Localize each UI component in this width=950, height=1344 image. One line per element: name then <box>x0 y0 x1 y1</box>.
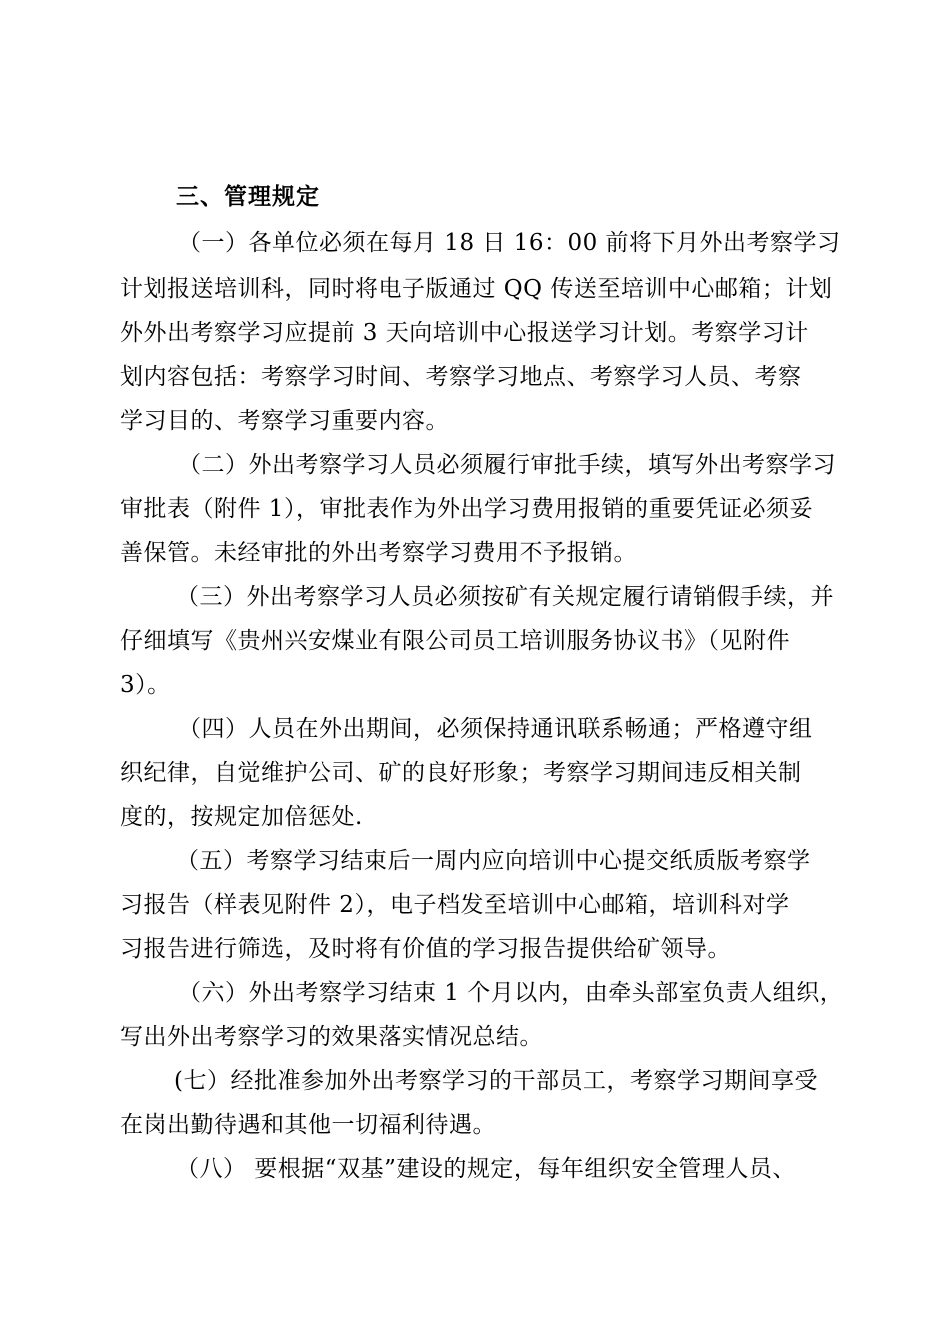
section-heading: 三、管理规定 <box>176 183 320 210</box>
paragraph-3-line-1: （三）外出考察学习人员必须按矿有关规定履行请销假手续，并 <box>176 584 834 610</box>
paragraph-4-line-2: 织纪律，自觉维护公司、矿的良好形象；考察学习期间违反相关制 <box>120 760 802 786</box>
paragraph-1-line-3: 外外出考察学习应提前 3 天向培训中心报送学习计划。考察学习计 <box>120 320 809 346</box>
paragraph-6-line-2: 写出外出考察学习的效果落实情况总结。 <box>120 1024 543 1050</box>
paragraph-5-line-1: （五）考察学习结束后一周内应向培训中心提交纸质版考察学 <box>176 848 811 874</box>
paragraph-1-line-1: （一）各单位必须在每月 18 日 16：00 前将下月外出考察学习 <box>178 230 841 256</box>
paragraph-3-line-2: 仔细填写《贵州兴安煤业有限公司员工培训服务协议书》（见附件 <box>120 628 790 654</box>
paragraph-7-line-2: 在岗出勤待遇和其他一切福利待遇。 <box>120 1112 496 1138</box>
paragraph-1-line-4: 划内容包括：考察学习时间、考察学习地点、考察学习人员、考察 <box>120 364 802 390</box>
paragraph-5-line-2: 习报告（样表见附件 2），电子档发至培训中心邮箱，培训科对学 <box>120 892 790 918</box>
paragraph-7-line-1: (七）经批准参加外出考察学习的干部员工，考察学习期间享受 <box>174 1068 818 1094</box>
paragraph-5-line-3: 习报告进行筛选，及时将有价值的学习报告提供给矿领导。 <box>120 936 731 962</box>
paragraph-6-line-1: （六）外出考察学习结束 1 个月以内，由牵头部室负责人组织， <box>178 980 844 1006</box>
paragraph-1-line-5: 学习目的、考察学习重要内容。 <box>120 408 449 434</box>
paragraph-2-line-3: 善保管。未经审批的外出考察学习费用不予报销。 <box>120 540 637 566</box>
paragraph-2-line-2: 审批表（附件 1），审批表作为外出学习费用报销的重要凭证必须妥 <box>120 496 813 522</box>
paragraph-8-line-1: （八） 要根据“双基”建设的规定，每年组织安全管理人员、 <box>176 1156 796 1182</box>
paragraph-3-line-3: 3）。 <box>120 672 171 698</box>
paragraph-2-line-1: （二）外出考察学习人员必须履行审批手续，填写外出考察学习 <box>178 452 836 478</box>
paragraph-4-line-3: 度的，按规定加倍惩处. <box>120 804 363 830</box>
paragraph-4-line-1: （四）人员在外出期间，必须保持通讯联系畅通；严格遵守组 <box>178 716 813 742</box>
paragraph-1-line-2: 计划报送培训科，同时将电子版通过 QQ 传送至培训中心邮箱；计划 <box>120 276 833 302</box>
